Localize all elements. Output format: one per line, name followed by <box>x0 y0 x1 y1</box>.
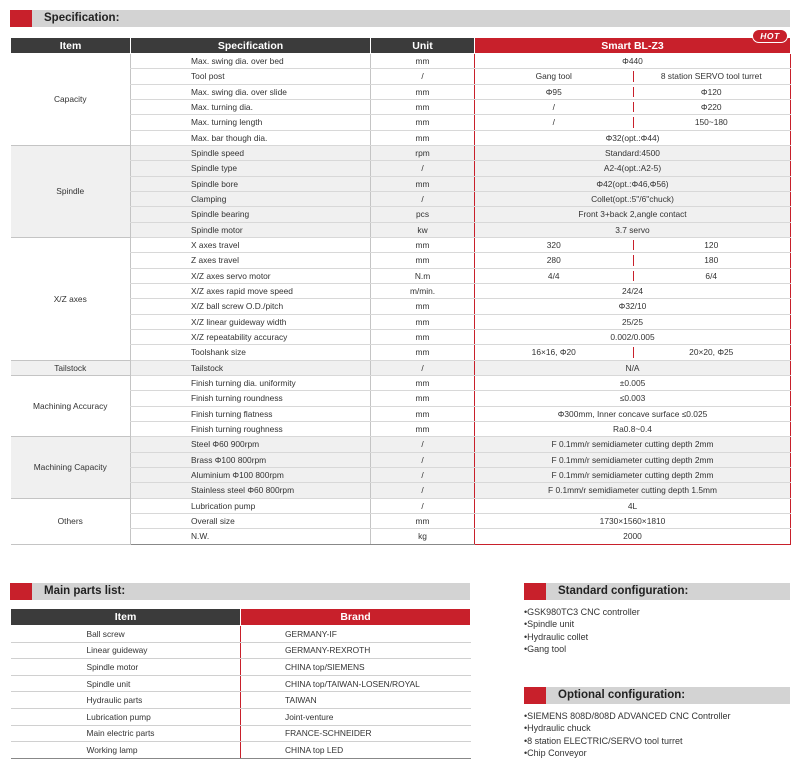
parts-row <box>11 659 471 676</box>
spec-unit: / <box>371 467 475 482</box>
spec-name: Steel Φ60 900rpm <box>131 437 371 452</box>
spec-value-gang: Gang tool <box>535 71 572 82</box>
spec-unit: rpm <box>371 145 475 160</box>
section-accent-block <box>524 687 546 704</box>
config-item: •Chip Conveyor <box>524 747 587 758</box>
spec-row <box>11 498 791 513</box>
spec-value-split <box>475 345 791 360</box>
spec-unit: kw <box>371 222 475 237</box>
spec-value: 1730×1560×1810 <box>475 513 791 528</box>
part-brand: CHINA top/SIEMENS <box>241 659 471 676</box>
standard-config-list <box>524 606 640 655</box>
spec-name: Max. swing dia. over bed <box>131 54 371 69</box>
spec-unit: N.m <box>371 268 475 283</box>
spec-unit: mm <box>371 54 475 69</box>
spec-value-turret: 180 <box>704 255 719 266</box>
spec-value-gang: / <box>552 117 555 128</box>
spec-name: X/Z axes servo motor <box>131 268 371 283</box>
spec-value-turret: Φ220 <box>700 102 722 113</box>
spec-name: Stainless steel Φ60 800rpm <box>131 483 371 498</box>
spec-value-turret: 150~180 <box>694 117 728 128</box>
spec-value-turret: 120 <box>704 240 719 251</box>
spec-unit: mm <box>371 391 475 406</box>
spec-value: 24/24 <box>475 283 791 298</box>
spec-unit: mm <box>371 84 475 99</box>
spec-unit: / <box>371 69 475 84</box>
config-item: •Gang tool <box>524 643 567 654</box>
spec-value-gang: / <box>552 102 555 113</box>
spec-value: F 0.1mm/r semidiameter cutting depth 2mm <box>475 452 791 467</box>
spec-value: Φ42(opt.:Φ46,Φ56) <box>475 176 791 191</box>
spec-value: Φ32(opt.:Φ44) <box>475 130 791 145</box>
config-item: •Hydraulic collet <box>524 631 589 642</box>
spec-group-label: Machining Capacity <box>11 437 131 498</box>
optional-config-list <box>524 710 731 759</box>
spec-value: 3.7 servo <box>475 222 791 237</box>
spec-group-label: Spindle <box>11 145 131 237</box>
spec-row <box>11 145 791 160</box>
spec-group-label: Machining Accuracy <box>11 375 131 436</box>
parts-row <box>11 692 471 709</box>
part-item: Main electric parts <box>11 725 241 742</box>
spec-name: Spindle motor <box>131 222 371 237</box>
spec-name: X/Z ball screw O.D./pitch <box>131 299 371 314</box>
spec-name: Spindle bore <box>131 176 371 191</box>
spec-value: F 0.1mm/r semidiameter cutting depth 2mm <box>475 467 791 482</box>
spec-unit: mm <box>371 115 475 130</box>
spec-name: X/Z repeatability accuracy <box>131 329 371 344</box>
config-item: •Spindle unit <box>524 619 575 630</box>
spec-name: X axes travel <box>131 237 371 252</box>
spec-group-label: Capacity <box>11 54 131 146</box>
spec-name: Lubrication pump <box>131 498 371 513</box>
spec-unit: mm <box>371 314 475 329</box>
spec-value: Φ32/10 <box>475 299 791 314</box>
standard-config-title: Standard configuration: <box>558 585 689 597</box>
standard-config-section-bar <box>524 583 790 600</box>
section-accent-block <box>10 10 32 27</box>
spec-name: X/Z linear guideway width <box>131 314 371 329</box>
config-item: •8 station ELECTRIC/SERVO tool turret <box>524 735 683 746</box>
part-item: Linear guideway <box>11 642 241 659</box>
spec-unit: / <box>371 360 475 375</box>
main-parts-section-bar <box>10 583 470 600</box>
spec-unit: mm <box>371 375 475 390</box>
parts-row <box>11 725 471 742</box>
part-item: Spindle motor <box>11 659 241 676</box>
header-specification: Specification <box>131 38 371 54</box>
spec-unit: mm <box>371 237 475 252</box>
spec-name: N.W. <box>131 529 371 544</box>
model-name: Smart BL-Z3 <box>601 39 664 52</box>
spec-row <box>11 375 791 390</box>
spec-value: Standard:4500 <box>475 145 791 160</box>
parts-row <box>11 626 471 643</box>
spec-unit: mm <box>371 406 475 421</box>
config-item: •Hydraulic chuck <box>524 723 591 734</box>
part-item: Working lamp <box>11 742 241 759</box>
spec-name: Spindle type <box>131 161 371 176</box>
spec-unit: mm <box>371 99 475 114</box>
spec-name: Max. turning length <box>131 115 371 130</box>
part-brand: GERMANY-REXROTH <box>241 642 471 659</box>
spec-value-turret: 6/4 <box>705 270 718 281</box>
part-item: Ball screw <box>11 626 241 643</box>
part-item: Lubrication pump <box>11 708 241 725</box>
spec-value-gang: Φ95 <box>545 86 562 97</box>
spec-name: Aluminium Φ100 800rpm <box>131 467 371 482</box>
spec-value: N/A <box>475 360 791 375</box>
spec-name: Spindle speed <box>131 145 371 160</box>
spec-unit: mm <box>371 345 475 360</box>
spec-name: Finish turning roundness <box>131 391 371 406</box>
spec-value: Ra0.8~0.4 <box>475 421 791 436</box>
spec-name: Clamping <box>131 191 371 206</box>
spec-value: Collet(opt.:5"/6"chuck) <box>475 191 791 206</box>
spec-unit: / <box>371 437 475 452</box>
spec-row <box>11 54 791 69</box>
parts-header-item: Item <box>11 609 241 626</box>
spec-value-split <box>475 115 791 130</box>
spec-row <box>11 237 791 252</box>
spec-name: Brass Φ100 800rpm <box>131 452 371 467</box>
parts-table-header <box>11 609 471 626</box>
spec-row <box>11 360 791 375</box>
parts-row <box>11 742 471 759</box>
spec-value-split <box>475 253 791 268</box>
part-item: Spindle unit <box>11 675 241 692</box>
specification-section-title: Specification: <box>44 12 120 24</box>
section-accent-block <box>524 583 546 600</box>
spec-value: 0.002/0.005 <box>475 329 791 344</box>
parts-header-brand: Brand <box>241 609 471 626</box>
spec-unit: mm <box>371 130 475 145</box>
header-unit: Unit <box>371 38 475 54</box>
spec-name: Tailstock <box>131 360 371 375</box>
spec-name: X/Z axes rapid move speed <box>131 283 371 298</box>
config-item: •GSK980TC3 CNC controller <box>524 607 640 617</box>
config-item: •SIEMENS 808D/808D ADVANCED CNC Controller <box>524 711 731 721</box>
spec-value: F 0.1mm/r semidiameter cutting depth 1.5mm <box>475 483 791 498</box>
spec-unit: mm <box>371 421 475 436</box>
spec-name: Finish turning roughness <box>131 421 371 436</box>
spec-group-label: Others <box>11 498 131 544</box>
spec-name: Finish turning flatness <box>131 406 371 421</box>
main-parts-section-title: Main parts list: <box>44 585 126 597</box>
part-brand: CHINA top LED <box>241 742 471 759</box>
spec-value-turret: 20×20, Φ25 <box>689 347 734 358</box>
spec-name: Tool post <box>131 69 371 84</box>
spec-unit: / <box>371 161 475 176</box>
spec-unit: / <box>371 191 475 206</box>
part-brand: FRANCE-SCHNEIDER <box>241 725 471 742</box>
parts-row <box>11 675 471 692</box>
spec-unit: mm <box>371 329 475 344</box>
part-brand: TAIWAN <box>241 692 471 709</box>
header-item: Item <box>11 38 131 54</box>
spec-unit: mm <box>371 299 475 314</box>
spec-value-turret: Φ120 <box>700 86 722 97</box>
specification-section-bar <box>10 10 790 27</box>
spec-value: ±0.005 <box>475 375 791 390</box>
parts-row <box>11 642 471 659</box>
spec-group-label: X/Z axes <box>11 237 131 360</box>
spec-value-gang: 16×16, Φ20 <box>531 347 576 358</box>
optional-config-title: Optional configuration: <box>558 689 686 701</box>
spec-value: 4L <box>475 498 791 513</box>
part-brand: GERMANY-IF <box>241 626 471 643</box>
spec-value-split <box>475 237 791 252</box>
spec-table-header <box>11 38 791 54</box>
section-accent-block <box>10 583 32 600</box>
main-parts-table <box>10 608 471 759</box>
part-brand: CHINA top/TAIWAN-LOSEN/ROYAL <box>241 675 471 692</box>
spec-unit: / <box>371 498 475 513</box>
part-item: Hydraulic parts <box>11 692 241 709</box>
spec-value-split <box>475 99 791 114</box>
spec-unit: mm <box>371 253 475 268</box>
spec-unit: mm <box>371 513 475 528</box>
spec-name: Finish turning dia. uniformity <box>131 375 371 390</box>
spec-name: Z axes travel <box>131 253 371 268</box>
spec-unit: pcs <box>371 207 475 222</box>
specification-table <box>10 31 791 545</box>
part-brand: Joint-venture <box>241 708 471 725</box>
spec-name: Spindle bearing <box>131 207 371 222</box>
spec-value: Φ440 <box>475 54 791 69</box>
spec-value-split <box>475 69 791 84</box>
spec-name: Max. bar though dia. <box>131 130 371 145</box>
spec-value-gang: 4/4 <box>547 270 560 281</box>
header-model <box>475 31 791 54</box>
parts-row <box>11 708 471 725</box>
optional-config-section-bar <box>524 687 790 704</box>
spec-unit: / <box>371 483 475 498</box>
spec-value: Front 3+back 2,angle contact <box>475 207 791 222</box>
spec-group-label: Tailstock <box>11 360 131 375</box>
spec-row <box>11 437 791 452</box>
spec-value-gang: 280 <box>546 255 561 266</box>
spec-name: Toolshank size <box>131 345 371 360</box>
spec-unit: mm <box>371 176 475 191</box>
spec-name: Overall size <box>131 513 371 528</box>
spec-name: Max. swing dia. over slide <box>131 84 371 99</box>
spec-value-split <box>475 84 791 99</box>
spec-value-gang: 320 <box>546 240 561 251</box>
spec-value: A2-4(opt.:A2-5) <box>475 161 791 176</box>
spec-value: Φ300mm, Inner concave surface ≤0.025 <box>475 406 791 421</box>
spec-value-split <box>475 268 791 283</box>
spec-value: 2000 <box>475 529 791 544</box>
spec-value-turret: 8 station SERVO tool turret <box>660 71 762 82</box>
hot-badge: HOT <box>752 29 788 43</box>
spec-name: Max. turning dia. <box>131 99 371 114</box>
spec-unit: / <box>371 452 475 467</box>
spec-unit: m/min. <box>371 283 475 298</box>
spec-unit: kg <box>371 529 475 544</box>
spec-value: ≤0.003 <box>475 391 791 406</box>
spec-value: 25/25 <box>475 314 791 329</box>
spec-value: F 0.1mm/r semidiameter cutting depth 2mm <box>475 437 791 452</box>
